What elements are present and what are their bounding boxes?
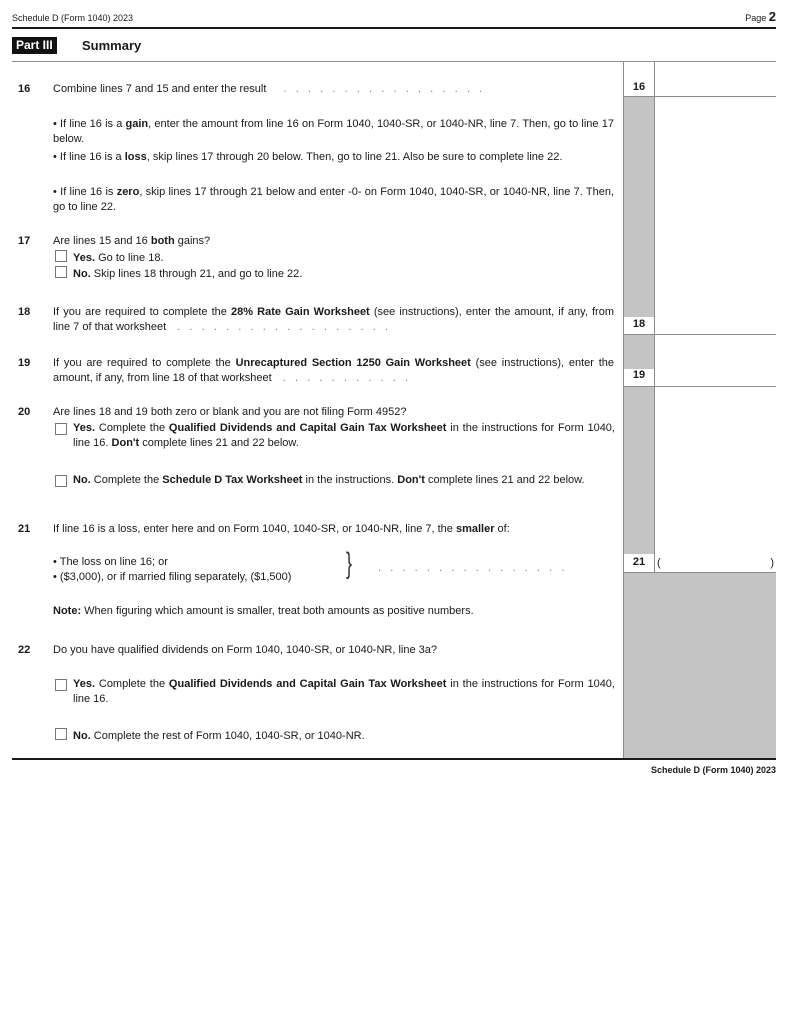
line-16-rule [623,96,776,97]
line-22-number: 22 [18,644,31,656]
line-16-bullet: • If line 16 is zero, skip lines 17 through 21 below and enter -0- on Form 1040, 1040-SR, or 1040-NR, line 7. Then, go to line 22. [53,186,614,213]
close-paren: ) [770,557,774,569]
line-17-no-option: No. Skip lines 18 through 21, and go to line 22. [55,266,302,282]
leader-dots: . . . . . . . . . . . . . . . . [378,562,565,574]
leader-dots: . . . . . . . . . . . . . . . . . [283,83,483,95]
shaded-cell [624,335,654,369]
line-20-yes-option: Yes. Complete the Qualified Dividends and Capital Gain Tax Worksheet in the instructions for Form 1040, line 16. Don't complete lines 21 and 22 below. [55,421,615,451]
page-prefix: Page [745,13,767,23]
form-name-header: Schedule D (Form 1040) 2023 [12,13,134,23]
line-17-yes-checkbox[interactable] [55,250,67,262]
line-22-no-checkbox[interactable] [55,728,67,740]
line-19-number: 19 [18,357,31,369]
line-21-box-label: 21 [624,556,654,572]
line-21-amount-input[interactable] [655,556,776,572]
line-17-number: 17 [18,235,31,247]
line-17-yes-option: Yes. Go to line 18. [55,250,164,266]
line-16-bullet: • If line 16 is a gain, enter the amount from line 16 on Form 1040, 1040-SR, or 1040-NR, line 7. Then, go to line 17 below. [53,118,614,145]
line-16-amount-input[interactable] [655,62,776,96]
line-22-yes-checkbox[interactable] [55,679,67,691]
shaded-cell [624,97,654,317]
line-21-note: Note: When figuring which amount is smaller, treat both amounts as positive numbers. [53,605,474,617]
line-22-question: Do you have qualified dividends on Form 1040, 1040-SR, or 1040-NR, line 3a? [53,644,438,656]
line-17-question: Are lines 15 and 16 both gains? [53,235,211,247]
leader-dots: . . . . . . . . . . . . . . . . . . [177,321,389,333]
form-name-footer: Schedule D (Form 1040) 2023 [650,765,776,775]
line-18-text: If you are required to complete the 28% Rate Gain Worksheet (see instructions), enter the amount, if any, from line 7 of that worksheet . . . . . . . . . . . . . . . . . . [53,306,614,333]
line-16-box-label: 16 [624,81,654,96]
brace-icon: } [346,547,353,580]
line-21-rule [623,572,776,573]
line-20-no-checkbox[interactable] [55,475,67,487]
line-20-no-option: No. Complete the Schedule D Tax Worksheet in the instructions. Don't complete lines 21 and 22 below. [55,473,615,488]
line-16-bullet: • If line 16 is a loss, skip lines 17 through 20 below. Then, go to line 21. Also be sure to complete line 22. [53,151,563,163]
line-22-yes-option: Yes. Complete the Qualified Dividends and Capital Gain Tax Worksheet in the instructions for Form 1040, line 16. [55,677,615,707]
line-21-number: 21 [18,523,31,535]
line-22-no-option: No. Complete the rest of Form 1040, 1040-SR, or 1040-NR. [55,728,365,744]
line-21-bullet: • The loss on line 16; or [53,556,168,568]
line-21-text: If line 16 is a loss, enter here and on Form 1040, 1040-SR, or 1040-NR, line 7, the smaller of: [53,523,510,535]
shaded-cell [624,387,654,554]
line-21-bullet: • ($3,000), or if married filing separately, ($1,500) [53,571,292,583]
header-rule [12,27,776,29]
line-19-text: If you are required to complete the Unrecaptured Section 1250 Gain Worksheet (see instructions), enter the amount, if any, from line 18 of that worksheet . . . . . . . . . . . [53,357,614,384]
leader-dots: . . . . . . . . . . . [282,372,409,384]
line-19-rule [623,386,776,387]
line-18-amount-input[interactable] [655,298,776,334]
page-number: 2 [768,9,776,24]
part-title: Summary [82,38,142,53]
line-20-number: 20 [18,406,31,418]
line-20-yes-checkbox[interactable] [55,423,67,435]
footer-rule [12,758,776,760]
line-18-number: 18 [18,306,31,318]
line-16-number: 16 [18,83,31,95]
line-20-question: Are lines 18 and 19 both zero or blank and you are not filing Form 4952? [53,406,407,418]
line-16-text: Combine lines 7 and 15 and enter the result . . . . . . . . . . . . . . . . . [53,83,483,95]
shaded-block [624,573,776,758]
part-badge: Part III [12,37,57,54]
line-19-amount-input[interactable] [655,335,776,386]
line-19-box-label: 19 [624,369,654,385]
line-18-box-label: 18 [624,318,654,334]
line-17-no-checkbox[interactable] [55,266,67,278]
open-paren: ( [657,557,661,569]
page-indicator [745,9,776,24]
